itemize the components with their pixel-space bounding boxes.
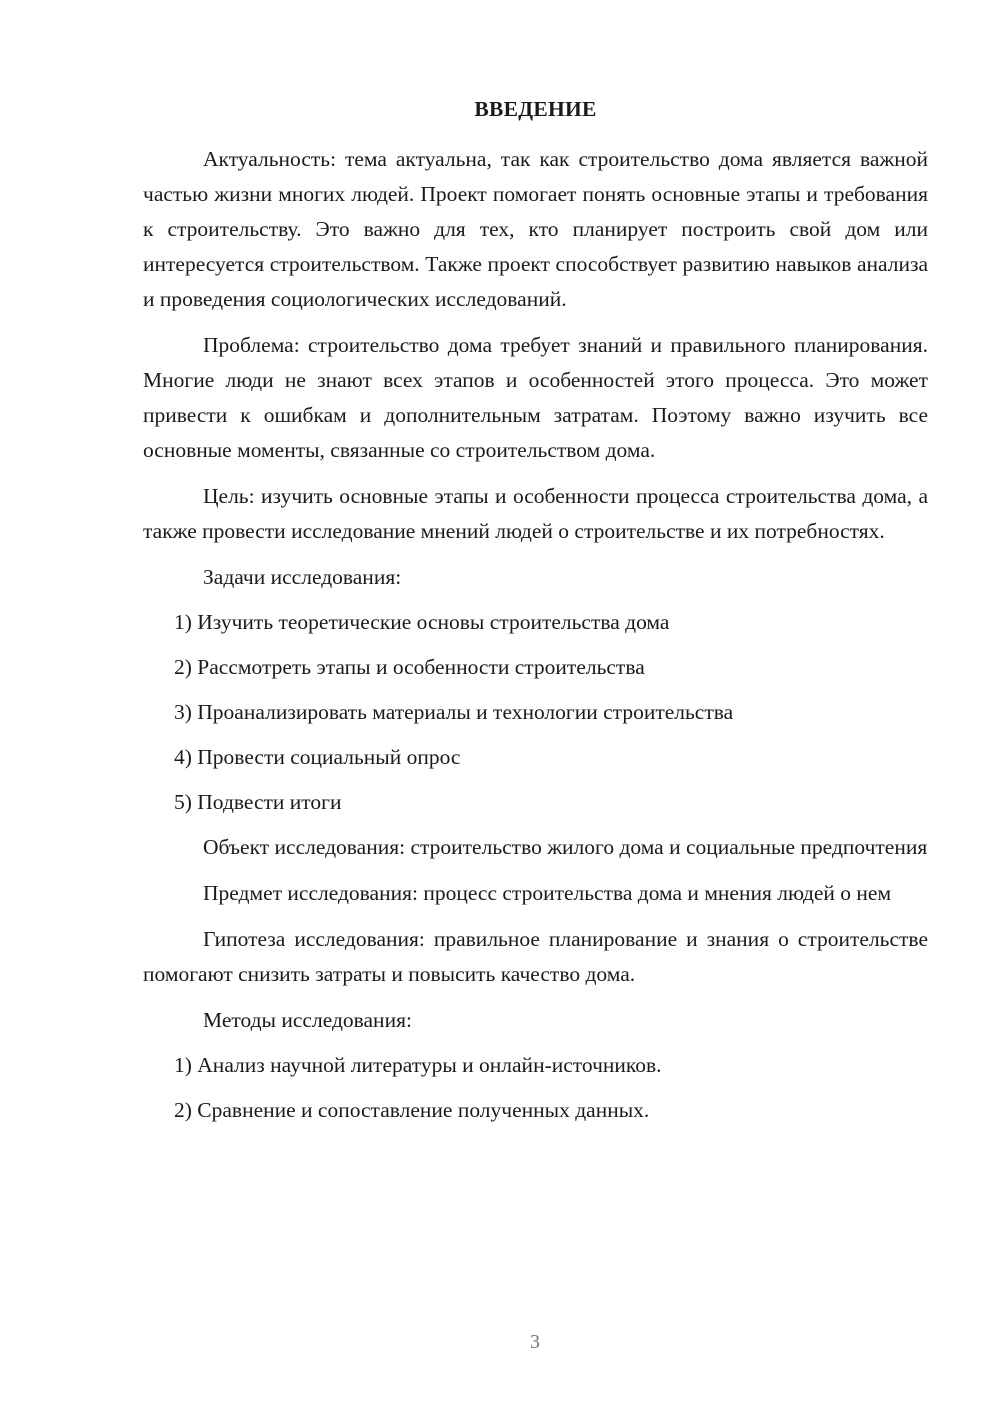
method-item: 2) Сравнение и сопоставление полученных данных.	[174, 1098, 650, 1122]
methods-heading: Методы исследования:	[203, 1008, 412, 1032]
hypothesis-paragraph: Гипотеза исследования: правильное планирование и знания о строительстве помогают снизить затраты и повысить качество дома.	[143, 927, 928, 986]
problem-paragraph: Проблема: строительство дома требует знаний и правильного планирования. Многие люди не знают всех этапов и особенностей этого процесса. Это может привести к ошибкам и дополнительным затратам. Поэтому важно изучить все основные моменты, связанные со строительством дома.	[143, 333, 928, 462]
page-title: ВВЕДЕНИЕ	[474, 97, 597, 121]
methods-list	[143, 1048, 928, 1128]
document-page	[143, 92, 928, 1138]
goal-paragraph: Цель: изучить основные этапы и особенности процесса строительства дома, а также провести исследование мнений людей о строительстве и их потребностях.	[143, 484, 928, 543]
page-number: 3	[530, 1331, 540, 1353]
relevance-paragraph: Актуальность: тема актуальна, так как строительство дома является важной частью жизни многих людей. Проект помогает понять основные этапы и требования к строительству. Это важно для тех, кто планирует построить свой дом или интересуется строительством. Также проект способствует развитию навыков анализа и проведения социологических исследований.	[143, 147, 928, 311]
object-paragraph: Объект исследования: строительство жилого дома и социальные предпочтения	[203, 835, 928, 859]
subject-paragraph: Предмет исследования: процесс строительства дома и мнения людей о нем	[203, 881, 892, 905]
method-item: 1) Анализ научной литературы и онлайн-источников.	[174, 1053, 662, 1077]
tasks-heading: Задачи исследования:	[203, 565, 402, 589]
task-item: 2) Рассмотреть этапы и особенности строительства	[174, 655, 645, 679]
task-item: 1) Изучить теоретические основы строительства дома	[174, 610, 670, 634]
task-item: 3) Проанализировать материалы и технологии строительства	[174, 700, 734, 724]
task-item: 5) Подвести итоги	[174, 790, 342, 814]
task-item: 4) Провести социальный опрос	[174, 745, 461, 769]
tasks-list	[143, 605, 928, 820]
